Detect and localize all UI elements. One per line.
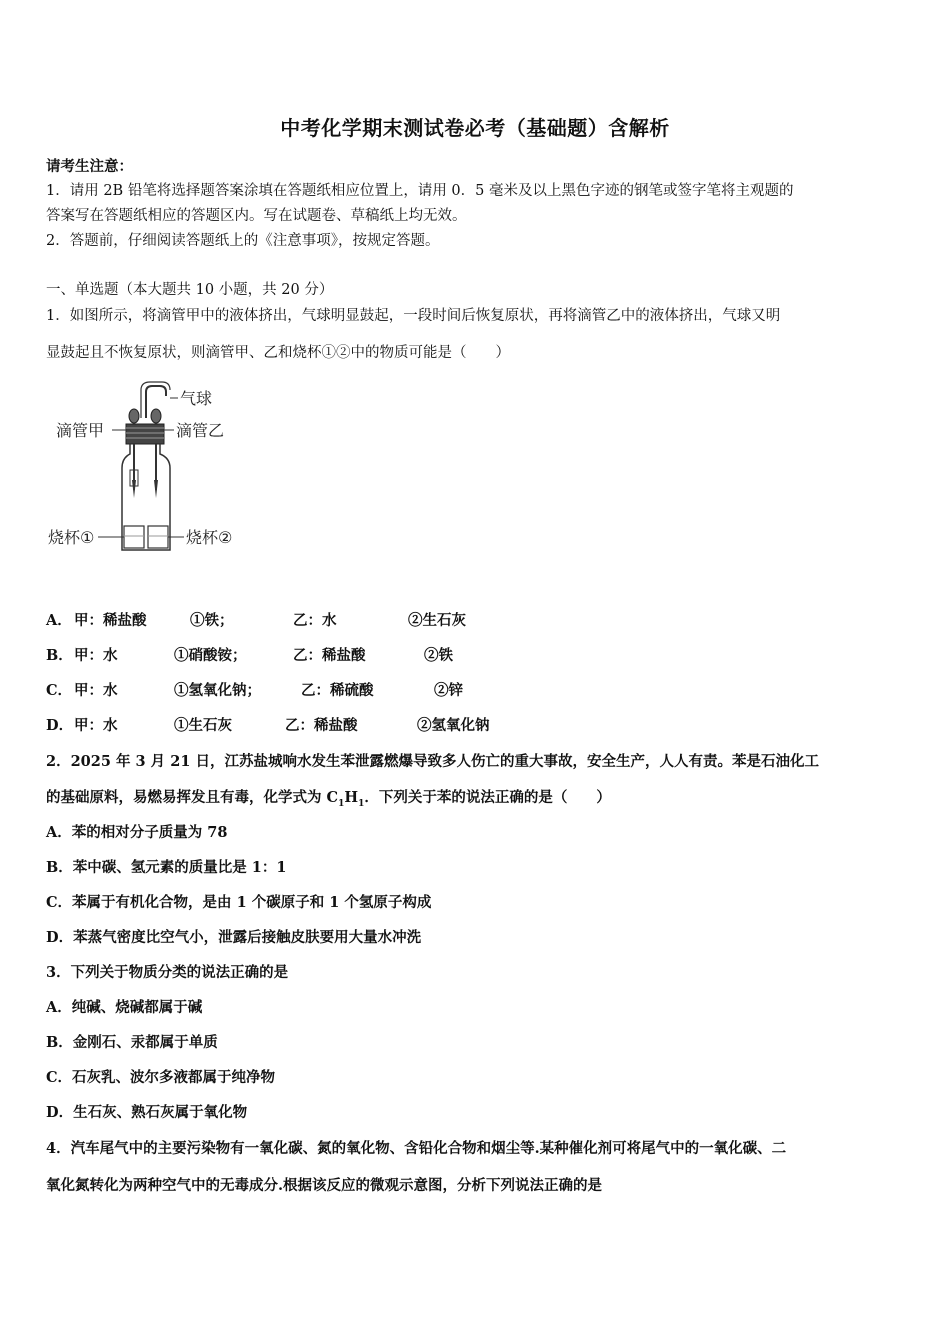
q2-stem-text: H	[344, 789, 359, 806]
subscript: 1	[358, 798, 365, 809]
option-text: ①硝酸铵；	[174, 647, 247, 664]
option-text: ①氢氧化钠；	[174, 682, 261, 699]
option-text: 甲：水	[74, 682, 118, 699]
apparatus-figure	[46, 380, 246, 560]
q2-option-d[interactable]: D．苯蒸气密度比空气小，泄露后接触皮肤要用大量水冲洗	[46, 929, 422, 946]
q2-stem-text: 的基础原料，易燃易挥发且有毒，化学式为 C	[46, 789, 339, 806]
label-dropper-b: 滴管乙	[176, 421, 225, 440]
option-text: ①生石灰	[174, 717, 232, 734]
option-text: ②生石灰	[408, 612, 466, 629]
section-heading: 一、单选题（本大题共 10 小题，共 20 分）	[46, 282, 334, 298]
option-label: B．	[46, 647, 73, 664]
q4-stem-line2: 氧化氮转化为两种空气中的无毒成分.根据该反应的微观示意图，分析下列说法正确的是	[46, 1177, 603, 1194]
option-label: D．	[46, 717, 74, 734]
option-text: 甲：水	[74, 647, 118, 664]
subscript: 1	[338, 798, 345, 809]
label-beaker-2: 烧杯②	[186, 528, 233, 547]
q2-stem-line1: 2．2025 年 3 月 21 日，江苏盐城响水发生苯泄露燃爆导致多人伤亡的重大事故，安全生产，人人有责。苯是石油化工	[46, 753, 819, 770]
label-balloon: 气球	[180, 389, 213, 408]
option-text: ①铁；	[190, 612, 234, 629]
q3-stem: 3．下列关于物质分类的说法正确的是	[46, 964, 289, 981]
q1-stem-line2: 显鼓起且不恢复原状，则滴管甲、乙和烧杯①②中的物质可能是（ ）	[46, 345, 510, 361]
notice-item1-line2: 答案写在答题纸相应的答题区内。写在试题卷、草稿纸上均无效。	[46, 208, 467, 224]
page-title: 中考化学期末测试卷必考（基础题）含解析	[280, 116, 670, 140]
option-text: ②铁	[424, 647, 453, 664]
q3-option-c[interactable]: C．石灰乳、波尔多液都属于纯净物	[46, 1069, 276, 1086]
q2-stem-line2	[46, 786, 611, 809]
option-text: 乙：稀盐酸	[285, 717, 358, 734]
q3-option-b[interactable]: B．金刚石、汞都属于单质	[46, 1034, 218, 1051]
q3-option-d[interactable]: D．生石灰、熟石灰属于氧化物	[46, 1104, 248, 1121]
label-beaker-1: 烧杯①	[48, 528, 95, 547]
q2-option-a[interactable]: A．苯的相对分子质量为 78	[46, 824, 228, 841]
option-text: ②锌	[434, 682, 463, 699]
notice-heading: 请考生注意：	[46, 158, 133, 175]
option-text: 乙：稀硫酸	[301, 682, 374, 699]
option-text: 甲：水	[74, 717, 118, 734]
notice-item1-line1: 1．请用 2B 铅笔将选择题答案涂填在答题纸相应位置上，请用 0．5 毫米及以上黑色字迹的钢笔或签字笔将主观题的	[46, 183, 794, 199]
q2-option-b[interactable]: B．苯中碳、氢元素的质量比是 1：1	[46, 859, 287, 876]
q3-option-a[interactable]: A．纯碱、烧碱都属于碱	[46, 999, 203, 1016]
option-text: ②氢氧化钠	[417, 717, 490, 734]
q1-stem-line1: 1．如图所示，将滴管甲中的液体挤出，气球明显鼓起，一段时间后恢复原状，再将滴管乙中的液体挤出，气球又明	[46, 308, 781, 324]
option-text: 乙：水	[293, 612, 337, 629]
option-text: 甲：稀盐酸	[74, 612, 147, 629]
option-label: A．	[46, 612, 72, 629]
option-label: C．	[46, 682, 73, 699]
label-dropper-a: 滴管甲	[56, 421, 105, 440]
apparatus-diagram	[46, 380, 246, 560]
option-text: 乙：稀盐酸	[293, 647, 366, 664]
q2-stem-text: ．下列关于苯的说法正确的是（ ）	[364, 789, 611, 806]
q2-option-c[interactable]: C．苯属于有机化合物，是由 1 个碳原子和 1 个氢原子构成	[46, 894, 432, 911]
q4-stem-line1: 4．汽车尾气中的主要污染物有一氧化碳、氮的氧化物、含铅化合物和烟尘等.某种催化剂可将尾气中的一氧化碳、二	[46, 1140, 787, 1157]
notice-item2: 2．答题前，仔细阅读答题纸上的《注意事项》，按规定答题。	[46, 233, 440, 249]
